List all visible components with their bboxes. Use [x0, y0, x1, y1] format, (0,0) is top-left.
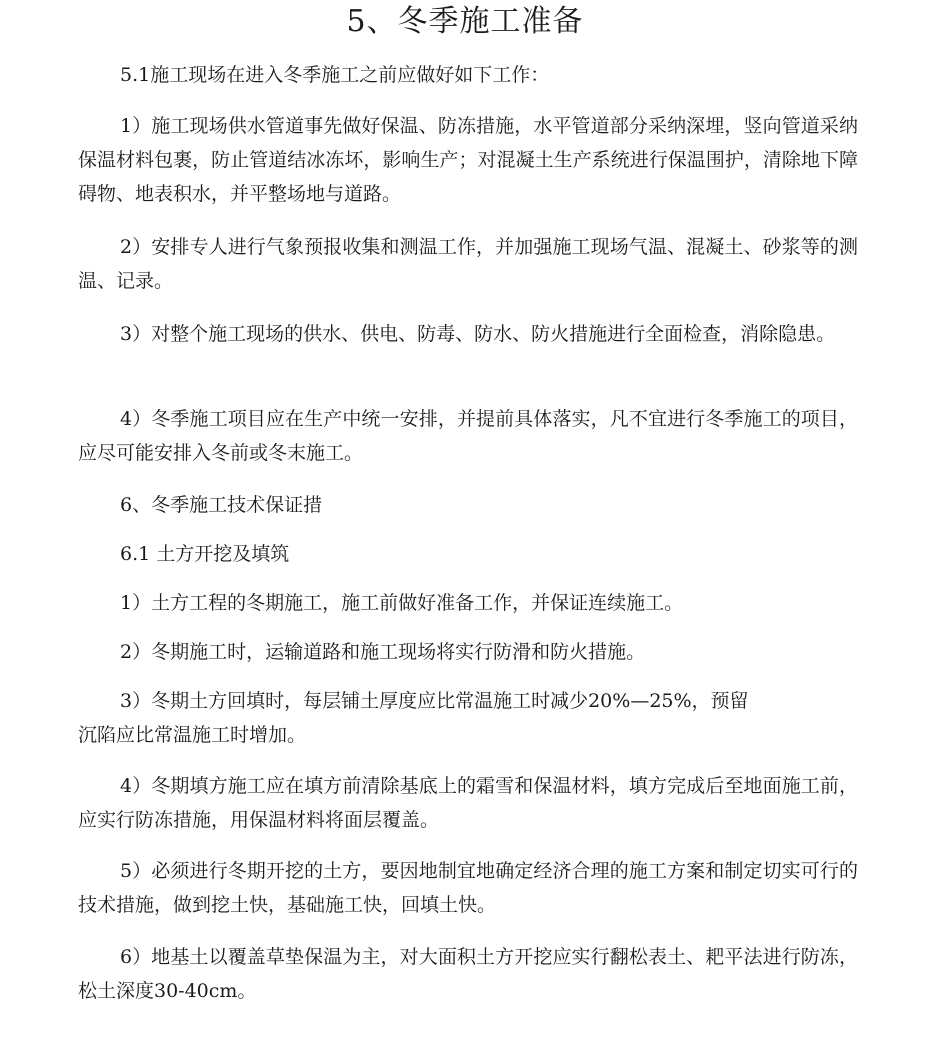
paragraph-earthwork-3-line-1: 3）冬期土方回填时，每层铺土厚度应比常温施工时减少20%—25%，预留	[120, 690, 749, 712]
paragraph-earthwork-3	[78, 684, 858, 752]
paragraph-earthwork-5: 5）必须进行冬期开挖的土方，要因地制宜地确定经济合理的施工方案和制定切实可行的技术措施，做到挖土快，基础施工快，回填土快。	[78, 860, 858, 916]
heading-section-6: 6、冬季施工技术保证措	[120, 494, 323, 516]
paragraph-5-1: 5.1施工现场在进入冬季施工之前应做好如下工作：	[120, 64, 550, 86]
section-title: 5、冬季施工准备	[346, 4, 584, 39]
paragraph-earthwork-2: 2）冬期施工时，运输道路和施工现场将实行防滑和防火措施。	[120, 641, 646, 663]
heading-section-6-1: 6.1 土方开挖及填筑	[120, 543, 290, 565]
paragraph-earthwork-1: 1）土方工程的冬期施工，施工前做好准备工作，并保证连续施工。	[120, 592, 684, 614]
paragraph-earthwork-3-line-2: 沉陷应比常温施工时增加。	[78, 724, 307, 746]
paragraph-earthwork-4: 4）冬期填方施工应在填方前清除基底上的霜雪和保温材料，填方完成后至地面施工前，应实行防冻措施，用保温材料将面层覆盖。	[78, 775, 858, 831]
paragraph-item-2: 2）安排专人进行气象预报收集和测温工作，并加强施工现场气温、混凝土、砂浆等的测温、记录。	[78, 236, 858, 292]
paragraph-item-4: 4）冬季施工项目应在生产中统一安排，并提前具体落实，凡不宜进行冬季施工的项目，应尽可能安排入冬前或冬末施工。	[78, 408, 858, 464]
paragraph-item-1: 1）施工现场供水管道事先做好保温、防冻措施，水平管道部分采纳深埋，竖向管道采纳保温材料包裹，防止管道结冰冻坏，影响生产；对混凝土生产系统进行保温围护，清除地下障碍物、地表积水，并平整场地与道路。	[78, 115, 858, 205]
paragraph-item-3: 3）对整个施工现场的供水、供电、防毒、防水、防火措施进行全面检查，消除隐患。	[120, 323, 836, 345]
paragraph-earthwork-6: 6）地基土以覆盖草垫保温为主，对大面积土方开挖应实行翻松表土、耙平法进行防冻，松土深度30-40cm。	[78, 946, 858, 1002]
